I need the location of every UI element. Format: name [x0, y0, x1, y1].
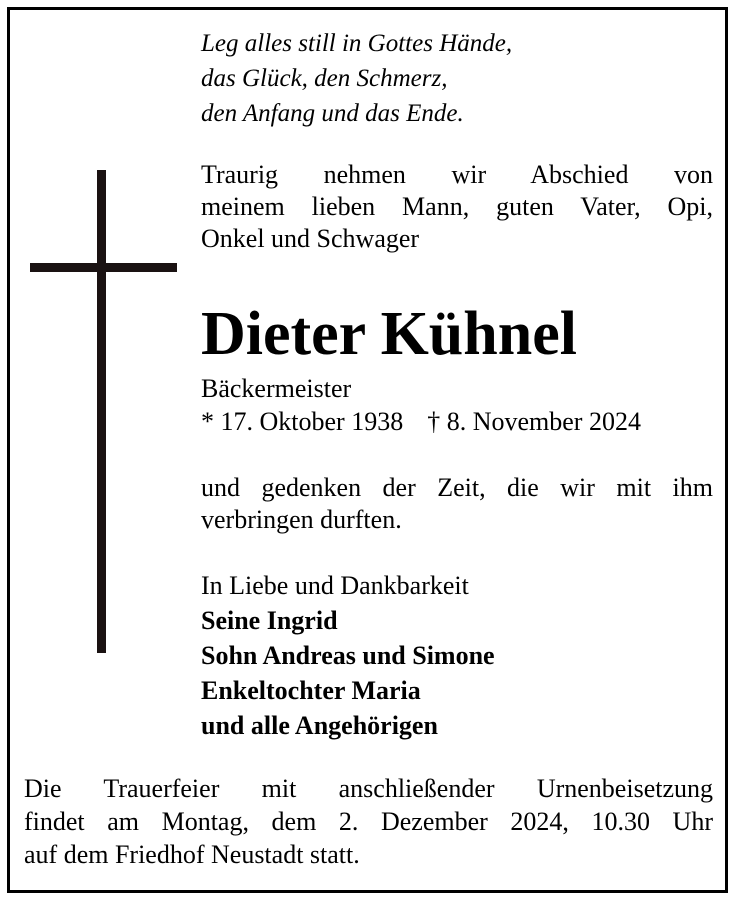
deceased-details	[201, 372, 713, 438]
mourner-name: Sohn Andreas und Simone	[201, 641, 495, 670]
funeral-info	[24, 772, 713, 871]
intro-line: Traurig nehmen wir Abschied von	[201, 160, 713, 189]
remembrance-line: und gedenken der Zeit, die wir mit ihm	[201, 473, 713, 502]
verse-block	[201, 26, 713, 131]
death-date: † 8. November 2024	[427, 407, 641, 436]
closing-greeting: In Liebe und Dankbarkeit	[201, 571, 469, 600]
intro-line: meinem lieben Mann, guten Vater, Opi,	[201, 192, 713, 221]
intro-line: Onkel und Schwager	[201, 224, 420, 253]
intro-paragraph	[201, 159, 713, 255]
birth-date: * 17. Oktober 1938	[201, 407, 404, 436]
verse-line: den Anfang und das Ende.	[201, 100, 464, 127]
life-dates	[201, 405, 713, 438]
cross-icon	[97, 170, 106, 653]
funeral-line: findet am Montag, dem 2. Dezember 2024, 10.30 Uhr	[24, 807, 713, 836]
mourner-name: Enkeltochter Maria	[201, 676, 421, 705]
funeral-line: Die Trauerfeier mit anschließender Urnenbeisetzung	[24, 774, 713, 803]
deceased-name: Dieter Kühnel	[201, 300, 577, 368]
notice-border	[7, 7, 728, 893]
profession: Bäckermeister	[201, 374, 352, 403]
closing-block	[201, 568, 713, 743]
cross-icon-crossbar	[30, 263, 177, 272]
verse-line: Leg alles still in Gottes Hände,	[201, 30, 513, 57]
verse-line: das Glück, den Schmerz,	[201, 65, 448, 92]
remembrance-line: verbringen durften.	[201, 505, 402, 534]
mourner-name: und alle Angehörigen	[201, 711, 438, 740]
mourner-name: Seine Ingrid	[201, 606, 338, 635]
remembrance-paragraph	[201, 472, 713, 536]
funeral-line: auf dem Friedhof Neustadt statt.	[24, 840, 360, 869]
